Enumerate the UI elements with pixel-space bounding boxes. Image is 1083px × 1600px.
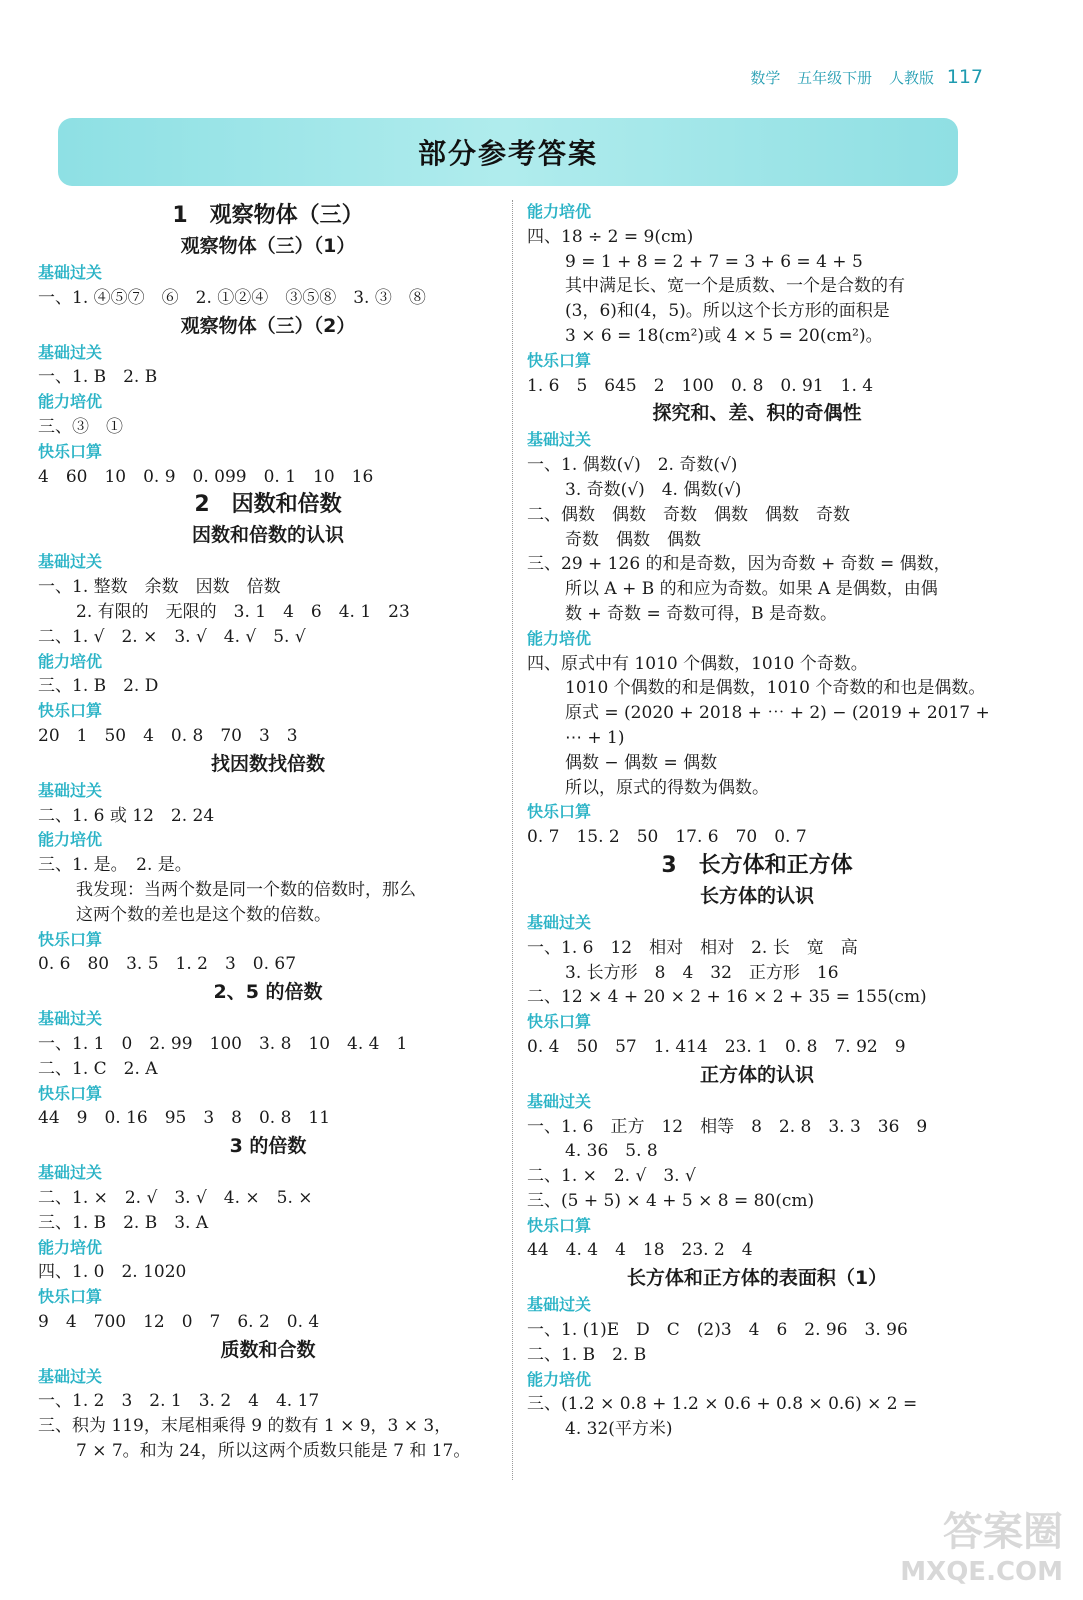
- section-heading: 找因数找倍数: [210, 752, 325, 775]
- section-tag: 快乐口算: [527, 350, 592, 370]
- section-tag: 能力培优: [38, 651, 103, 671]
- answer-line: 二、1. B 2. B: [527, 1344, 647, 1365]
- answer-line: 一、1. (1)E D C (2)3 4 6 2. 96 3. 96: [527, 1320, 908, 1341]
- section-tag: 基础过关: [38, 1163, 103, 1183]
- section-tag: 能力培优: [527, 202, 592, 221]
- answer-line: 3. 奇数(√) 4. 偶数(√): [565, 479, 742, 500]
- answer-line: 0. 6 80 3. 5 1. 2 3 0. 67: [38, 954, 297, 975]
- answer-line: 四、1. 0 2. 1020: [38, 1262, 187, 1283]
- section-heading: 观察物体（三）（1）: [180, 235, 356, 257]
- section-heading: 观察物体（三）（2）: [180, 314, 356, 337]
- page-number: 117: [946, 66, 983, 88]
- answer-line: 四、原式中有 1010 个偶数，1010 个奇数。: [527, 653, 868, 674]
- answer-line: 一、1. 2 3 2. 1 3. 2 4 4. 17: [38, 1391, 320, 1412]
- answer-line: 一、1. 6 正方 12 相等 8 2. 8 3. 3 36 9: [527, 1116, 928, 1137]
- answer-line: 二、偶数 偶数 奇数 偶数 偶数 奇数: [527, 504, 850, 525]
- section-tag: 快乐口算: [38, 929, 103, 949]
- title-banner: [58, 118, 958, 186]
- section-heading: 长方体的认识: [699, 884, 814, 907]
- section-tag: 基础过关: [527, 1091, 592, 1111]
- answer-line: 原式 = (2020 + 2018 + ⋯ + 2) − (2019 + 2017 +: [565, 703, 990, 724]
- section-tag: 基础过关: [38, 780, 103, 800]
- answer-line: 一、1. 偶数(√) 2. 奇数(√): [527, 455, 738, 476]
- chapter-heading: 2 因数和倍数: [194, 492, 342, 518]
- section-heading: 因数和倍数的认识: [191, 524, 344, 547]
- answer-line: 二、12 × 4 + 20 × 2 + 16 × 2 + 35 = 155(cm): [527, 987, 927, 1008]
- answer-line: 三、③ ①: [38, 416, 123, 437]
- answer-line: 一、1. 6 12 相对 相对 2. 长 宽 高: [527, 937, 858, 958]
- answer-line: 奇数 偶数 偶数: [565, 529, 701, 550]
- answer-line: 这两个数的差也是这个数的倍数。: [76, 904, 331, 925]
- answer-line: 三、29 + 126 的和是奇数，因为奇数 + 奇数 = 偶数，: [527, 554, 951, 575]
- answer-line: 三、1. B 2. D: [38, 676, 159, 697]
- section-tag: 基础过关: [38, 263, 103, 282]
- watermark-site: MXQE.COM: [900, 1557, 1063, 1587]
- section-tag: 基础过关: [38, 552, 103, 572]
- answer-line: 三、1. 是。 2. 是。: [38, 855, 192, 876]
- answer-line: 四、18 ÷ 2 = 9(cm): [527, 226, 694, 247]
- section-heading: 长方体和正方体的表面积（1）: [626, 1267, 888, 1290]
- answer-line: 所以，原式的得数为偶数。: [565, 777, 769, 798]
- answer-line: 3. 长方形 8 4 32 正方形 16: [565, 962, 839, 983]
- left-column: [38, 200, 498, 1464]
- answer-line: 9 4 700 12 0 7 6. 2 0. 4: [38, 1311, 320, 1332]
- answer-line: 44 4. 4 4 18 23. 2 4: [527, 1240, 753, 1261]
- answer-line: 一、1. B 2. B: [38, 367, 158, 388]
- right-column: [527, 200, 990, 1442]
- section-tag: 快乐口算: [527, 1215, 592, 1235]
- answer-line: 1. 6 5 645 2 100 0. 8 0. 91 1. 4: [527, 375, 874, 396]
- answer-line: 其中满足长、宽一个是质数、一个是合数的有: [565, 276, 905, 297]
- answer-line: 二、1. C 2. A: [38, 1058, 158, 1079]
- section-tag: 基础过关: [38, 342, 103, 362]
- section-tag: 能力培优: [527, 628, 592, 648]
- answer-line: 一、1. 1 0 2. 99 100 3. 8 10 4. 4 1: [38, 1033, 408, 1054]
- answer-line: 1010 个偶数的和是偶数，1010 个奇数的和也是偶数。: [565, 678, 986, 699]
- answer-line: 二、1. 6 或 12 2. 24: [38, 805, 215, 826]
- answer-line: 我发现：当两个数是同一个数的倍数时，那么: [76, 879, 416, 900]
- answer-line: 2. 有限的 无限的 3. 1 4 6 4. 1 23: [76, 601, 410, 622]
- column-divider: [512, 200, 514, 1480]
- section-heading: 质数和合数: [220, 1338, 316, 1361]
- page-title: 部分参考答案: [417, 137, 598, 170]
- watermark: [900, 1509, 1063, 1592]
- section-tag: 能力培优: [38, 1237, 103, 1257]
- chapter-heading: 1 观察物体（三）: [172, 203, 364, 228]
- answer-line: 20 1 50 4 0. 8 70 3 3: [38, 725, 298, 746]
- answer-line: 0. 7 15. 2 50 17. 6 70 0. 7: [527, 827, 807, 848]
- section-tag: 快乐口算: [38, 441, 103, 461]
- section-tag: 快乐口算: [527, 1012, 592, 1032]
- subject-label: 数学: [750, 69, 781, 87]
- section-tag: 能力培优: [527, 1369, 592, 1389]
- answer-line: 4 60 10 0. 9 0. 099 0. 1 10 16: [38, 466, 374, 487]
- answer-line: (3，6)和(4，5)。所以这个长方形的面积是: [565, 301, 890, 322]
- answer-line: 0. 4 50 57 1. 414 23. 1 0. 8 7. 92 9: [527, 1036, 906, 1057]
- answer-line: 三、(5 + 5) × 4 + 5 × 8 = 80(cm): [527, 1190, 815, 1211]
- answer-line: 44 9 0. 16 95 3 8 0. 8 11: [38, 1108, 331, 1129]
- answer-line: 所以 A + B 的和应为奇数。如果 A 是偶数，由偶: [565, 579, 938, 600]
- answer-line: 3 × 6 = 18(cm²)或 4 × 5 = 20(cm²)。: [565, 325, 883, 346]
- section-tag: 快乐口算: [38, 701, 103, 721]
- answer-line: 二、1. × 2. √ 3. √ 4. × 5. ×: [38, 1187, 313, 1208]
- section-heading: 正方体的认识: [699, 1063, 814, 1086]
- answer-line: 一、1. 整数 余数 因数 倍数: [38, 577, 281, 598]
- answer-line: 二、1. √ 2. × 3. √ 4. √ 5. √: [38, 626, 306, 647]
- section-tag: 基础过关: [527, 430, 592, 450]
- section-tag: 快乐口算: [527, 802, 592, 822]
- answer-line: 9 = 1 + 8 = 2 + 7 = 3 + 6 = 4 + 5: [565, 251, 863, 272]
- answer-line: ⋯ + 1): [565, 727, 625, 748]
- grade-label: 五年级下册: [797, 69, 873, 87]
- answer-line: 7 × 7。和为 24，所以这两个质数只能是 7 和 17。: [76, 1441, 471, 1462]
- answer-line: 偶数 − 偶数 = 偶数: [565, 752, 718, 773]
- answer-line: 4. 32(平方米): [565, 1419, 673, 1440]
- chapter-heading: 3 长方体和正方体: [661, 852, 853, 878]
- section-tag: 快乐口算: [38, 1083, 103, 1103]
- section-tag: 基础过关: [527, 1295, 592, 1315]
- section-heading: 3 的倍数: [229, 1135, 307, 1158]
- answer-line: 三、1. B 2. B 3. A: [38, 1212, 209, 1233]
- section-heading: 探究和、差、积的奇偶性: [652, 402, 862, 425]
- answer-line: 二、1. × 2. √ 3. √: [527, 1166, 696, 1187]
- watermark-main: 答案圈: [943, 1509, 1063, 1555]
- section-tag: 基础过关: [527, 912, 592, 932]
- answer-line: 4. 36 5. 8: [565, 1141, 658, 1162]
- section-tag: 基础过关: [38, 1009, 103, 1029]
- page-header: [738, 66, 983, 88]
- section-tag: 快乐口算: [38, 1287, 103, 1307]
- answer-line: 数 + 奇数 = 奇数可得，B 是奇数。: [565, 603, 837, 624]
- section-heading: 2、5 的倍数: [213, 981, 323, 1004]
- answer-line: 三、(1.2 × 0.8 + 1.2 × 0.6 + 0.8 × 0.6) × 2 =: [527, 1394, 918, 1415]
- section-tag: 能力培优: [38, 392, 103, 412]
- answer-line: 三、积为 119，末尾相乘得 9 的数有 1 × 9，3 × 3，: [38, 1416, 452, 1437]
- edition-label: 人教版: [888, 69, 934, 87]
- section-tag: 基础过关: [38, 1366, 103, 1386]
- section-tag: 能力培优: [38, 830, 103, 850]
- answer-line: 一、1. ④⑤⑦ ⑥ 2. ①②④ ③⑤⑧ 3. ③ ⑧: [38, 287, 426, 308]
